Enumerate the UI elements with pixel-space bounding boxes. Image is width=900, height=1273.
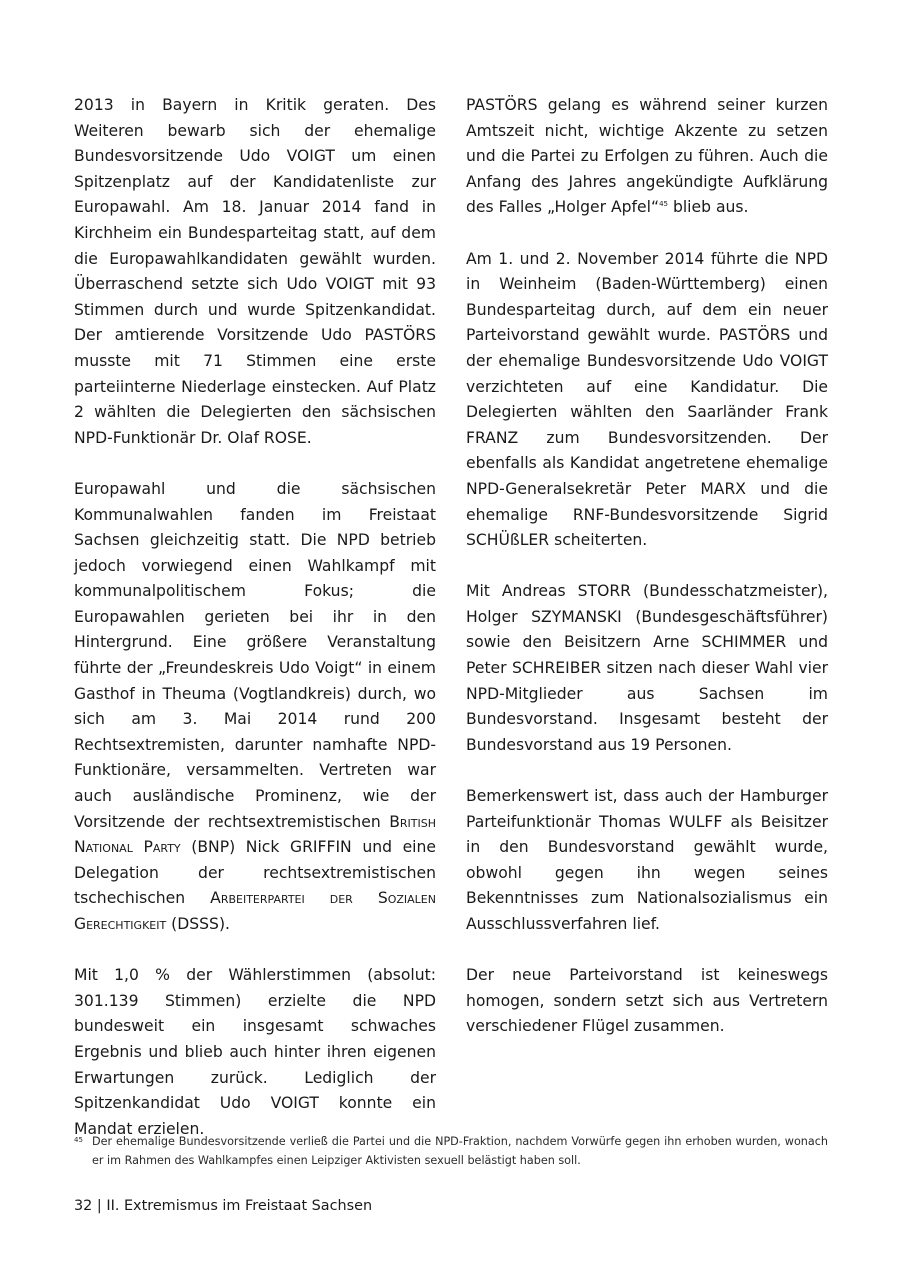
paragraph-text: (DSSS). [166,915,230,933]
footnote [74,1133,828,1170]
paragraph-text: (BNP) Nick GRIFFIN und eine Delegation der rechtsextremistischen tschechischen [74,838,436,908]
paragraph-bundesparteitag [466,247,828,554]
right-column [466,93,828,1066]
footnote-reference[interactable]: 45 [659,200,668,209]
paragraph-europawahl [74,477,436,938]
footnote-number: 45 [74,1136,83,1144]
paragraph-parteivorstand [466,963,828,1040]
paragraph-text: Europawahl und die sächsischen Kommunalwahlen fanden im Freistaat Sachsen gleichzeitig statt. Die NPD betrieb jedoch vorwiegend einen Wahlkampf mit kommunalpolitischem Fokus; die Europawahlen gerieten bei ihr in den Hintergrund. Eine größere Veranstaltung führte der „Freundeskreis Udo Voigt“ in einem Gasthof in Theuma (Vogtlandkreis) durch, wo sich am 3. Mai 2014 rund 200 Rechtsextremisten, darunter namhafte NPD-Funktionäre, versammelten. Vertreten war auch ausländische Prominenz, wie der Vorsitzende der rechtsextremistischen [74,479,436,831]
page-number: 32 [74,1198,93,1214]
paragraph-text: Mit 1,0 % der Wählerstimmen (absolut: 301.139 Stimmen) erzielte die NPD bundesweit ein insgesamt schwaches Ergebnis und blieb auch hinter ihren eigenen Erwartungen zurück. Lediglich der Spitzenkandidat Udo VOIGT konnte ein Mandat erzielen. [74,966,436,1138]
paragraph-text: Bemerkenswert ist, dass auch der Hamburger Parteifunktionär Thomas WULFF als Beisitzer in den Bundesvorstand gewählt wurde, obwohl gegen ihn wegen seines Bekenntnisses zum Nationalsozialismus ein Ausschlussverfahren lief. [466,787,828,933]
paragraph-text: blieb aus. [667,198,749,217]
paragraph-text: Der neue Parteivorstand ist keineswegs homogen, sondern setzt sich aus Vertretern verschiedener Flügel zusammen. [466,966,828,1036]
paragraph-kandidatenliste [74,93,436,451]
paragraph-pastoers [466,93,828,221]
paragraph-bundesvorstand [466,579,828,758]
page-footer [74,1198,372,1214]
paragraph-wahlergebnis [74,963,436,1142]
paragraph-text: Am 1. und 2. November 2014 führte die NPD in Weinheim (Baden-Württemberg) einen Bundesparteitag durch, auf dem ein neuer Parteivorstand gewählt wurde. PASTÖRS und der ehemalige Bundesvorsitzende Udo VOIGT verzichteten auf eine Kandidatur. Die Delegierten wählten den Saarländer Frank FRANZ zum Bundesvorsitzenden. Der ebenfalls als Kandidat angetretene ehemalige NPD-Generalsekretär Peter MARX und die ehemalige RNF-Bundesvorsitzende Sigrid SCHÜßLER scheiterten. [466,249,828,550]
paragraph-text: 2013 in Bayern in Kritik geraten. Des Weiteren bewarb sich der ehemalige Bundesvorsitzende Udo VOIGT um einen Spitzenplatz auf der Kandidatenliste zur Europawahl. Am 18. Januar 2014 fand in Kirchheim ein Bundesparteitag statt, auf dem die Europawahlkandidaten gewählt wurden. Überraschend setzte sich Udo VOIGT mit 93 Stimmen durch und wurde Spitzenkandidat. Der amtierende Vorsitzende Udo PASTÖRS musste mit 71 Stimmen eine erste parteiinterne Niederlage einstecken. Auf Platz 2 wählten die Delegierten den sächsischen NPD-Funktionär Dr. Olaf ROSE. [74,96,436,447]
section-title: II. Extremismus im Freistaat Sachsen [106,1198,373,1214]
party-name-dsss: Arbeiterpartei der Sozialen Gerechtigkeit [74,889,436,933]
paragraph-text: PASTÖRS gelang es während seiner kurzen Amtszeit nicht, wichtige Akzente zu setzen und die Partei zu Erfolgen zu führen. Auch die Anfang des Jahres angekündigte Aufklärung des Falles „Holger Apfel“ [466,96,828,217]
party-name-bnp: British National Party [74,812,436,857]
footer-separator: | [96,1198,102,1214]
paragraph-text: Mit Andreas STORR (Bundesschatzmeister), Holger SZYMANSKI (Bundesgeschäftsführer) sowie den Beisitzern Arne SCHIMMER und Peter SCHREIBER sitzen nach dieser Wahl vier NPD-Mitglieder aus Sachsen im Bundesvorstand. Insgesamt besteht der Bundesvorstand aus 19 Personen. [466,582,828,754]
left-column [74,93,436,1168]
paragraph-wulff [466,784,828,938]
footnote-text: Der ehemalige Bundesvorsitzende verließ die Partei und die NPD-Fraktion, nachdem Vorwürfe gegen ihn erhoben wurden, wonach er im Rahmen des Wahlkampfes einen Leipziger Aktivisten sexuell belästigt haben soll. [92,1135,828,1167]
